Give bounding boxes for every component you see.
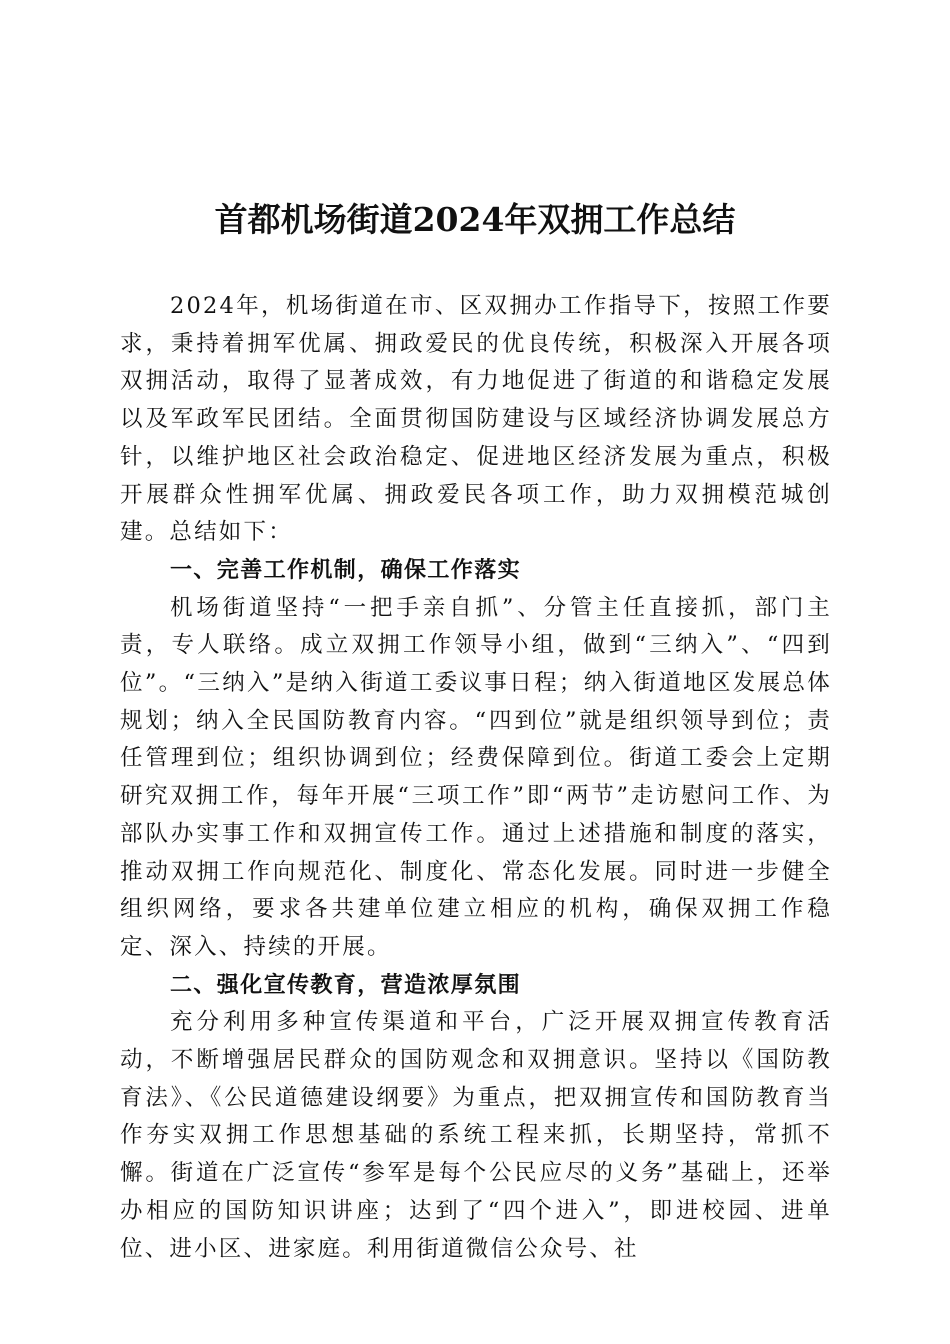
section-heading-2: 二、强化宣传教育，营造浓厚氛围 (170, 972, 522, 998)
section-paragraph-2: 充分利用多种宣传渠道和平台，广泛开展双拥宣传教育活动，不断增强居民群众的国防观念和双拥意识。坚持以《国防教育法》、《公民道德建设纲要》为重点，把双拥宣传和国防教育当作夯实双拥工作思想基础的系统工程来抓，长期坚持，常抓不懈。街道在广泛宣传“参军是每个公民应尽的义务”基础上，还举办相应的国防知识讲座；达到了“四个进入”，即进校园、进单位、进小区、进家庭。利用街道微信公众号、社 (120, 1009, 832, 1262)
section-heading-1: 一、完善工作机制，确保工作落实 (170, 557, 522, 583)
document-title: 首都机场街道2024年双拥工作总结 (214, 200, 736, 239)
document-body (120, 288, 832, 1268)
section-paragraph-1: 机场街道坚持“一把手亲自抓”、分管主任直接抓，部门主责，专人联络。成立双拥工作领导小组，做到“三纳入”、“四到位”。“三纳入”是纳入街道工委议事日程；纳入街道地区发展总体规划；纳入全民国防教育内容。“四到位”就是组织领导到位；责任管理到位；组织协调到位；经费保障到位。街道工委会上定期研究双拥工作，每年开展“三项工作”即“两节”走访慰问工作、为部队办实事工作和双拥宣传工作。通过上述措施和制度的落实，推动双拥工作向规范化、制度化、常态化发展。同时进一步健全组织网络，要求各共建单位建立相应的机构，确保双拥工作稳定、深入、持续的开展。 (120, 594, 832, 960)
intro-paragraph: 2024年，机场街道在市、区双拥办工作指导下，按照工作要求，秉持着拥军优属、拥政爱民的优良传统，积极深入开展各项双拥活动，取得了显著成效，有力地促进了街道的和谐稳定发展以及军政军民团结。全面贯彻国防建设与区域经济协调发展总方针，以维护地区社会政治稳定、促进地区经济发展为重点，积极开展群众性拥军优属、拥政爱民各项工作，助力双拥模范城创建。总结如下： (120, 293, 832, 546)
